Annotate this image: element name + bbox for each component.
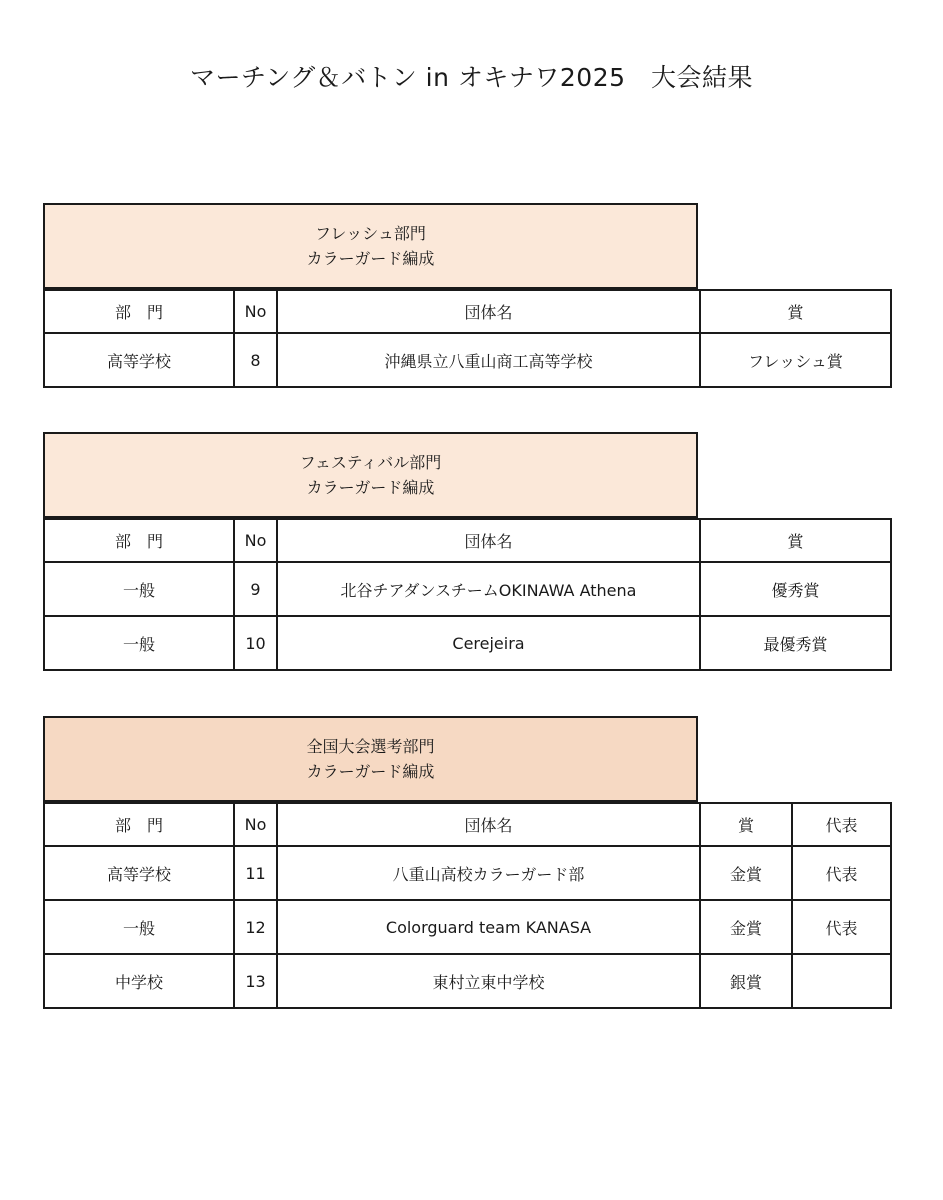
cell-no: 10 [234, 616, 277, 670]
column-header-award: 賞 [700, 519, 891, 562]
cell-no: 12 [234, 900, 277, 954]
column-header-award: 賞 [700, 803, 792, 846]
results-table [43, 802, 892, 1009]
table-header-row [44, 803, 891, 846]
cell-group: 八重山高校カラーガード部 [277, 846, 700, 900]
column-header-group: 団体名 [277, 519, 700, 562]
table-row [44, 562, 891, 616]
cell-award: 優秀賞 [700, 562, 891, 616]
cell-division: 高等学校 [44, 333, 234, 387]
cell-division: 一般 [44, 562, 234, 616]
cell-representative: 代表 [792, 846, 891, 900]
results-table [43, 518, 892, 671]
column-header-division: 部 門 [44, 519, 234, 562]
section-header [43, 203, 698, 289]
cell-award: 銀賞 [700, 954, 792, 1008]
cell-no: 11 [234, 846, 277, 900]
cell-division: 中学校 [44, 954, 234, 1008]
section-header [43, 432, 698, 518]
cell-group: 東村立東中学校 [277, 954, 700, 1008]
division-name: フェスティバル部門 [299, 453, 442, 472]
cell-no: 13 [234, 954, 277, 1008]
column-header-division: 部 門 [44, 290, 234, 333]
cell-award: 金賞 [700, 900, 792, 954]
cell-no: 8 [234, 333, 277, 387]
table-header-row [44, 519, 891, 562]
column-header-no: No [234, 290, 277, 333]
cell-group: 北谷チアダンスチームOKINAWA Athena [277, 562, 700, 616]
page-title: マーチング＆バトン in オキナワ2025 大会結果 [189, 63, 754, 92]
cell-award: 金賞 [700, 846, 792, 900]
table-row [44, 954, 891, 1008]
cell-award: 最優秀賞 [700, 616, 891, 670]
column-header-group: 団体名 [277, 803, 700, 846]
formation-name: カラーガード編成 [306, 478, 435, 497]
column-header-no: No [234, 519, 277, 562]
column-header-division: 部 門 [44, 803, 234, 846]
table-row [44, 846, 891, 900]
table-header-row [44, 290, 891, 333]
cell-representative [792, 954, 891, 1008]
table-row [44, 616, 891, 670]
cell-group: Colorguard team KANASA [277, 900, 700, 954]
cell-group: Cerejeira [277, 616, 700, 670]
column-header-award: 賞 [700, 290, 891, 333]
cell-division: 高等学校 [44, 846, 234, 900]
results-table [43, 289, 892, 388]
division-name: 全国大会選考部門 [306, 737, 435, 756]
column-header-representative: 代表 [792, 803, 891, 846]
cell-group: 沖縄県立八重山商工高等学校 [277, 333, 700, 387]
division-name: フレッシュ部門 [315, 224, 426, 243]
column-header-no: No [234, 803, 277, 846]
cell-division: 一般 [44, 616, 234, 670]
table-row [44, 333, 891, 387]
cell-no: 9 [234, 562, 277, 616]
section-header [43, 716, 698, 802]
cell-award: フレッシュ賞 [700, 333, 891, 387]
formation-name: カラーガード編成 [306, 249, 435, 268]
cell-representative: 代表 [792, 900, 891, 954]
table-row [44, 900, 891, 954]
formation-name: カラーガード編成 [306, 762, 435, 781]
column-header-group: 団体名 [277, 290, 700, 333]
cell-division: 一般 [44, 900, 234, 954]
